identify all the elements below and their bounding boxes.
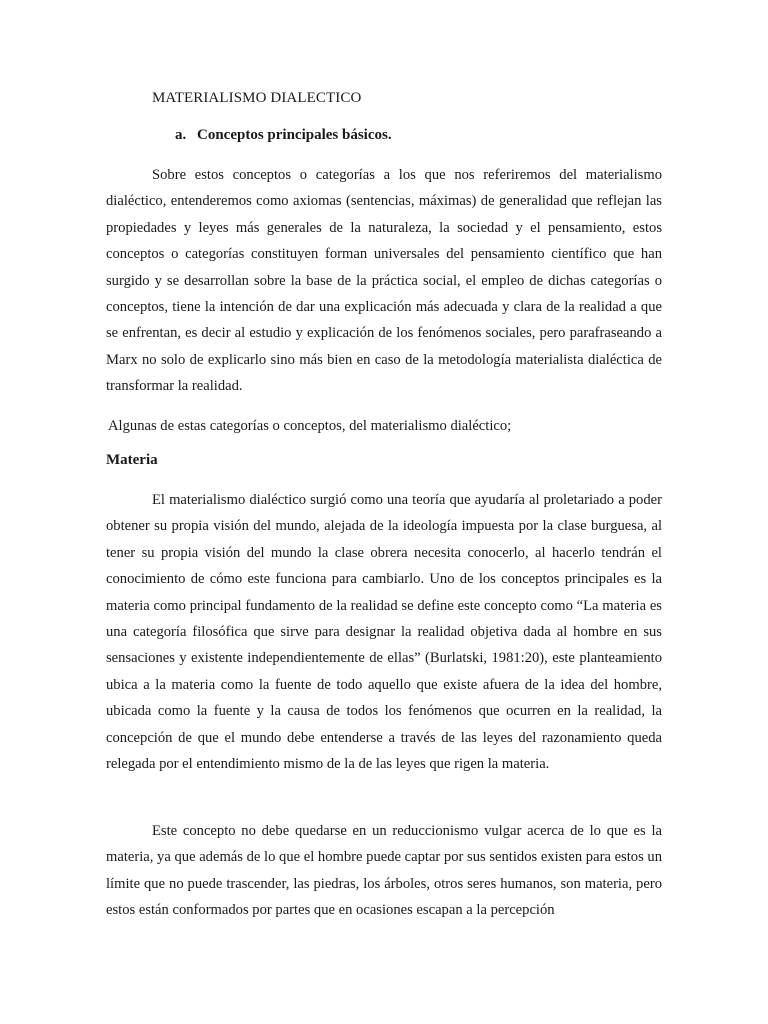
section-heading-materia: Materia: [106, 452, 158, 468]
categories-lead-paragraph: Algunas de estas categorías o conceptos, del materialismo dialéctico;: [108, 418, 512, 434]
subheading-text: Conceptos principales básicos.: [197, 127, 392, 143]
subheading: [175, 127, 392, 144]
subheading-marker: a.: [175, 127, 187, 143]
document-title: MATERIALISMO DIALECTICO: [152, 90, 362, 106]
materia-paragraph-1: El materialismo dialéctico surgió como una teoría que ayudaría al proletariado a poder obtener su propia visión del mundo, alejada de la ideología impuesta por la clase burguesa, al tener su propia visión del mundo la clase obrera necesita conocerlo, al hacerlo tendrán el conocimiento de cómo este funciona para cambiarlo. Uno de los conceptos principales es la materia como principal fundamento de la realidad se define este concepto como “La materia es una categoría filosófica que sirve para designar la realidad objetiva dada al hombre en sus sensaciones y existente independientemente de ellas” (Burlatski, 1981:20), este planteamiento ubica a la materia como la fuente de todo aquello que existe afuera de la idea del hombre, ubicada como la fuente y la causa de todos los fenómenos que ocurren en la realidad, la concepción de que el mundo debe entenderse a través de las leyes del razonamiento queda relegada por el entendimiento mismo de la de las leyes que rigen la materia.: [106, 492, 662, 773]
materia-paragraph-2: Este concepto no debe quedarse en un reduccionismo vulgar acerca de lo que es la materia, ya que además de lo que el hombre puede captar por sus sentidos existen para estos un límite que no puede trascender, las piedras, los árboles, otros seres humanos, son materia, pero estos están conformados por partes que en ocasiones escapan a la percepción: [106, 823, 663, 919]
intro-paragraph: Sobre estos conceptos o categorías a los que nos referiremos del materialismo dialéctico, entenderemos como axiomas (sentencias, máximas) de generalidad que reflejan las propiedades y leyes más generales de la naturaleza, la sociedad y el pensamiento, estos conceptos o categorías constituyen forman universales del pensamiento científico que han surgido y se desarrollan sobre la base de la práctica social, el empleo de dichas categorías o conceptos, tiene la intención de dar una explicación más adecuada y clara de la realidad a que se enfrentan, es decir al estudio y explicación de los fenómenos sociales, pero parafraseando a Marx no solo de explicarlo sino más bien en caso de la metodología materialista dialéctica de transformar la realidad.: [106, 167, 662, 395]
